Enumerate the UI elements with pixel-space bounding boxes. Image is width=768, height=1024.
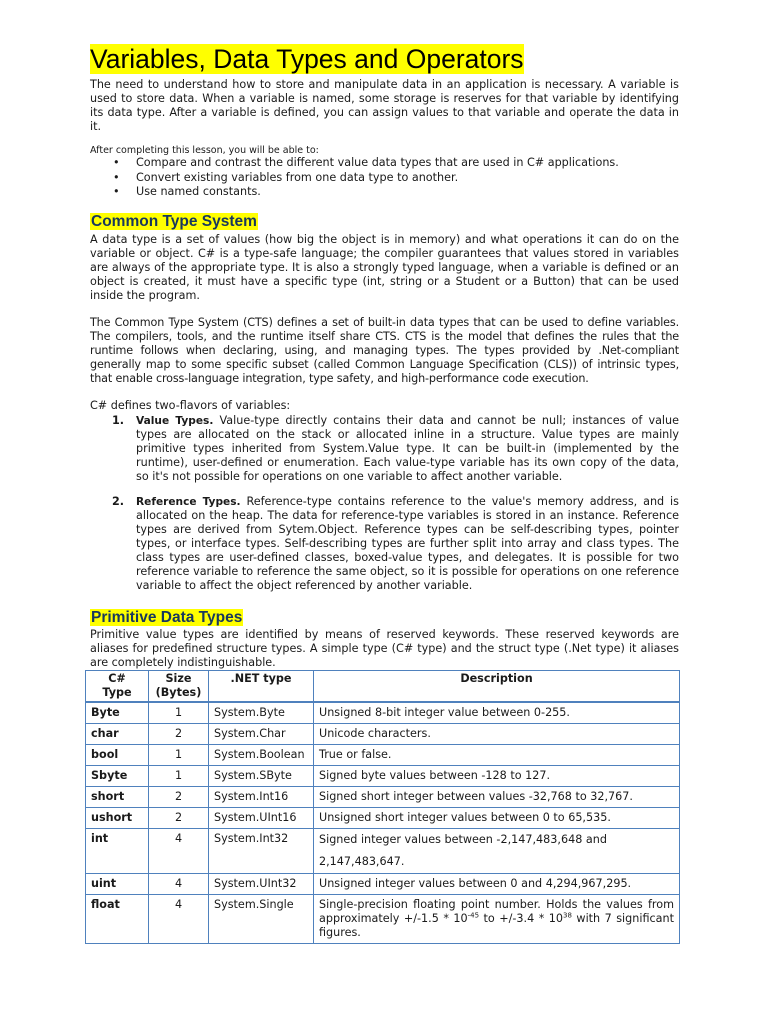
cell-size: 4	[149, 829, 209, 874]
table-row	[86, 808, 680, 829]
cell-type: short	[86, 787, 149, 808]
table-row	[86, 724, 680, 745]
bullet-icon: •	[113, 185, 120, 199]
header-text: Type	[102, 686, 132, 699]
reference-types-item	[136, 495, 679, 593]
cell-net-type: System.Int32	[209, 829, 314, 874]
title-text: Variables, Data Types and Operators	[90, 44, 524, 74]
cell-size: 4	[149, 895, 209, 944]
list-number: 2.	[112, 495, 125, 508]
header-text: C#	[108, 672, 126, 685]
cell-size: 2	[149, 787, 209, 808]
bullet-icon: •	[113, 170, 120, 184]
cell-type: float	[86, 895, 149, 944]
data-types-table	[85, 670, 680, 944]
table-row	[86, 702, 680, 724]
description-text: to +/-3.4 * 10	[479, 912, 564, 925]
cell-description: Signed short integer between values -32,768 to 32,767.	[314, 787, 680, 808]
cell-type: ushort	[86, 808, 149, 829]
table-row	[86, 766, 680, 787]
intro-paragraph: The need to understand how to store and manipulate data in an application is necessary. A variable is used to store data. When a variable is named, some storage is reserves for that variable by identifying its data type. After a variable is defined, you can assign values to that variable and operate the data in it.	[90, 78, 679, 133]
cell-size: 1	[149, 702, 209, 724]
objective-text: Use named constants.	[136, 185, 261, 199]
list-number: 1.	[112, 414, 125, 427]
cell-description: Unsigned short integer values between 0 to 65,535.	[314, 808, 680, 829]
page-title	[90, 44, 524, 74]
description-text: Single-precision floating point number. Holds the values from approximately +/-1.5 * 10	[319, 898, 674, 925]
cell-size: 1	[149, 745, 209, 766]
cell-type: Sbyte	[86, 766, 149, 787]
objectives-list	[113, 156, 619, 200]
reference-types-text: Reference-type contains reference to the value's memory address, and is allocated on the heap. The data for reference-type variables is stored in an instance. Reference types are derived from Sytem.Object. Reference types can be self-describing types, pointer types, or interface types. Self-describing types are further split into array and class types. The class types are user-defined classes, boxed-value types, and delegates. It is possible for two reference variable to reference the same object, so it is possible for operations on one reference variable to affect the object referenced by another variable.	[136, 495, 679, 592]
objective-item	[113, 185, 619, 200]
flavors-lead: C# defines two-flavors of variables:	[90, 399, 291, 412]
section-heading-primitive	[90, 608, 243, 627]
objective-text: Convert existing variables from one data type to another.	[136, 170, 459, 184]
cell-description	[314, 895, 680, 944]
table-row	[86, 745, 680, 766]
table-row	[86, 874, 680, 895]
cell-size: 2	[149, 724, 209, 745]
cell-size: 1	[149, 766, 209, 787]
column-header-net-type: .NET type	[209, 671, 314, 703]
column-header-description: Description	[314, 671, 680, 703]
cell-net-type: System.UInt16	[209, 808, 314, 829]
reference-types-term: Reference Types.	[136, 496, 241, 508]
cell-net-type: System.Boolean	[209, 745, 314, 766]
value-types-term: Value Types.	[136, 415, 214, 427]
table-row	[86, 829, 680, 874]
cell-type: Byte	[86, 702, 149, 724]
cell-net-type: System.Byte	[209, 702, 314, 724]
column-header-csharp-type	[86, 671, 149, 703]
cell-size: 2	[149, 808, 209, 829]
cell-type: bool	[86, 745, 149, 766]
objective-item	[113, 171, 619, 186]
primitive-paragraph: Primitive value types are identified by means of reserved keywords. These reserved keywords are aliases for predefined structure types. A simple type (C# type) and the struct type (.Net type) it aliases are completely indistinguishable.	[90, 628, 679, 669]
description-line: 2,147,483,647.	[319, 855, 405, 868]
cell-net-type: System.Int16	[209, 787, 314, 808]
cell-size: 4	[149, 874, 209, 895]
value-types-item	[136, 414, 679, 484]
exponent: -45	[467, 911, 480, 920]
exponent: 38	[563, 911, 572, 920]
description-text: with 7 significant figures.	[319, 912, 674, 939]
section-heading-text: Primitive Data Types	[91, 609, 243, 626]
cell-net-type: System.UInt32	[209, 874, 314, 895]
cell-net-type: System.Single	[209, 895, 314, 944]
objectives-lead: After completing this lesson, you will be able to:	[90, 145, 319, 156]
header-text: Size	[165, 672, 192, 685]
section-heading-cts	[90, 212, 258, 231]
column-header-size	[149, 671, 209, 703]
objective-text: Compare and contrast the different value data types that are used in C# applications.	[136, 156, 619, 169]
cell-description: Unsigned 8-bit integer value between 0-255.	[314, 702, 680, 724]
cts-paragraph-1: A data type is a set of values (how big the object is in memory) and what operations it can do on the variable or object. C# is a type-safe language; the compiler guarantees that values stored in variables are always of the appropriate type. It is also a strongly typed language, when a variable is defined or an object is created, it must have a specific type (int, string or a Student or a Button) that can be used inside the program.	[90, 233, 679, 302]
cell-description: Unicode characters.	[314, 724, 680, 745]
table-row	[86, 895, 680, 944]
header-text: (Bytes)	[155, 686, 202, 699]
cell-net-type: System.Char	[209, 724, 314, 745]
cell-description: Signed byte values between -128 to 127.	[314, 766, 680, 787]
value-types-text: Value-type directly contains their data and cannot be null; instances of value types are allocated on the stack or allocated inline in a structure. Value types are mainly primitive types inherited from System.Value type. It can be built-in (implemented by the runtime), user-defined or enumeration. Each value-type variable has its own copy of the data, so it's not possible for operations on one variable to affect another variable.	[136, 414, 680, 483]
bullet-icon: •	[113, 156, 120, 169]
description-line: Signed integer values between -2,147,483,648 and	[319, 833, 607, 846]
cell-description: Unsigned integer values between 0 and 4,294,967,295.	[314, 874, 680, 895]
cell-type: char	[86, 724, 149, 745]
cell-description: True or false.	[314, 745, 680, 766]
cell-type: int	[86, 829, 149, 874]
section-heading-text: Common Type System	[91, 213, 257, 230]
cell-net-type: System.SByte	[209, 766, 314, 787]
objective-item	[113, 156, 619, 171]
cell-type: uint	[86, 874, 149, 895]
cell-description	[314, 829, 680, 874]
table-row	[86, 787, 680, 808]
table-header-row	[86, 671, 680, 703]
cts-paragraph-2: The Common Type System (CTS) defines a set of built-in data types that can be used to define variables. The compilers, tools, and the runtime itself share CTS. CTS is the model that defines the rules that the runtime follows when declaring, using, and managing types. The types provided by .Net-compliant generally map to some specific subset (called Common Language Specification (CLS)) of intrinsic types, that enable cross-language integration, type safety, and high-performance code execution.	[90, 316, 679, 385]
